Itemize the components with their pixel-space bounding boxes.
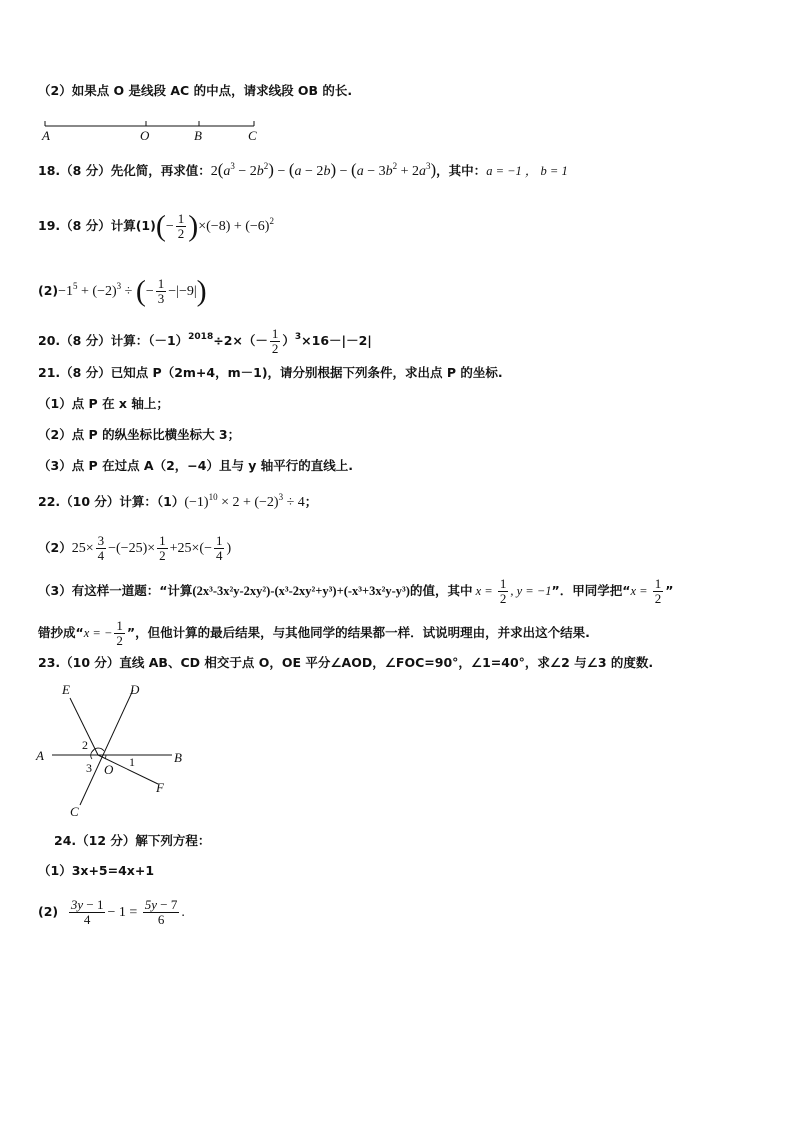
angle-label-3: 3 bbox=[86, 761, 92, 775]
q21-sub1: （1）点 P 在 x 轴上； bbox=[38, 396, 169, 411]
q18 bbox=[38, 161, 568, 181]
q22-head: 22.（10 分）计算：（1） bbox=[38, 494, 185, 509]
q21-sub2: （2）点 P 的纵坐标比横坐标大 3； bbox=[38, 427, 241, 442]
q19-part2-head: (2) bbox=[38, 283, 59, 298]
q21-head: 21.（8 分）已知点 P（2m+4，m－1)，请分别根据下列条件，求出点 P 的坐标. bbox=[38, 365, 503, 380]
q22-part3: （3）有这样一道题：“计算(2x³-3x²y-2xy²)-(x³-2xy²+y³)+(-x³+3x²y-y³)的值，其中 x = $\frac{1}{2}$ , y = −1”．甲同学把“x = $\frac{1}{2}$ ” bbox=[38, 576, 674, 606]
segment-figure bbox=[36, 118, 276, 144]
q22-part1: 22.（10 分）计算：$(1)(-1)^{10} \times 2 + (-2)^3 \div 4$； bbox=[38, 492, 318, 510]
q18-tail: ，其中： bbox=[436, 163, 487, 178]
angle-figure bbox=[30, 680, 200, 820]
q24-sub2: (2) $\frac{3y - 1}{4}$ − 1 = $\frac{5y - 7}{6}$ . bbox=[38, 897, 185, 927]
label-o: O bbox=[104, 762, 114, 777]
point-label-a: A bbox=[42, 128, 50, 143]
label-e: E bbox=[62, 682, 70, 697]
angle-label-2: 2 bbox=[82, 738, 88, 752]
q18-head: 18.（8 分）先化简，再求值： bbox=[38, 163, 211, 178]
q22-sub2-head: （2） bbox=[38, 540, 72, 555]
q23-text: 23.（10 分）直线 AB、CD 相交于点 O，OE 平分∠AOD，∠FOC=90°，∠1=40°，求∠2 与∠3 的度数. bbox=[38, 655, 654, 670]
q21-sub3: （3）点 P 在过点 A（2，−4）且与 y 轴平行的直线上. bbox=[38, 458, 354, 473]
q18-condition: a = −1 ， b = 1 bbox=[486, 164, 568, 178]
q19-part2: $(2)-1^5 + (-2)^3$ ÷ (− $\frac{1}{3}$ −|−9|) bbox=[38, 274, 207, 308]
q20: 20.（8 分）计算：$(-1)^{2018}\div 2\times(-$ $\frac{1}{2}$ ）$^3$×16－|－2| bbox=[38, 326, 372, 356]
q19-part1: 19.（8 分）计算(1)(− $\frac{1}{2}$ )$\times(-8) + (-6)^2$ bbox=[38, 209, 274, 243]
point-label-c: C bbox=[248, 128, 257, 143]
angle-label-1: 1 bbox=[129, 755, 135, 769]
q18-expression: $2(a^3 - 2b^2) - (a - 2b) - (a - 3b^2 + 2a^3)$ bbox=[210, 160, 437, 179]
q19-head: 19.（8 分）计算(1) bbox=[38, 218, 156, 233]
point-label-o: O bbox=[140, 128, 150, 143]
q17-part2: （2）如果点 O 是线段 AC 的中点，请求线段 OB 的长. bbox=[38, 83, 353, 98]
label-b: B bbox=[174, 750, 182, 765]
label-d: D bbox=[130, 682, 140, 697]
q22-part3-cont: 错抄成“x = − $\frac{1}{2}$ ”，但他计算的最后结果，与其他同学的结果都一样．试说明理由，并求出这个结果. bbox=[38, 618, 590, 648]
q24-sub1: （1）3x+5=4x+1 bbox=[38, 863, 155, 878]
label-f: F bbox=[156, 780, 164, 795]
label-a: A bbox=[36, 748, 44, 763]
q22-part2: （2）25× $\frac{3}{4}$ −(−25)× $\frac{1}{2}$ +25×(− $\frac{1}{4}$ ) bbox=[38, 533, 232, 563]
label-c: C bbox=[70, 804, 79, 819]
q24-head: 24.（12 分）解下列方程： bbox=[54, 833, 211, 848]
point-label-b: B bbox=[194, 128, 202, 143]
q20-head: 20.（8 分）计算：（－1） bbox=[38, 333, 189, 348]
